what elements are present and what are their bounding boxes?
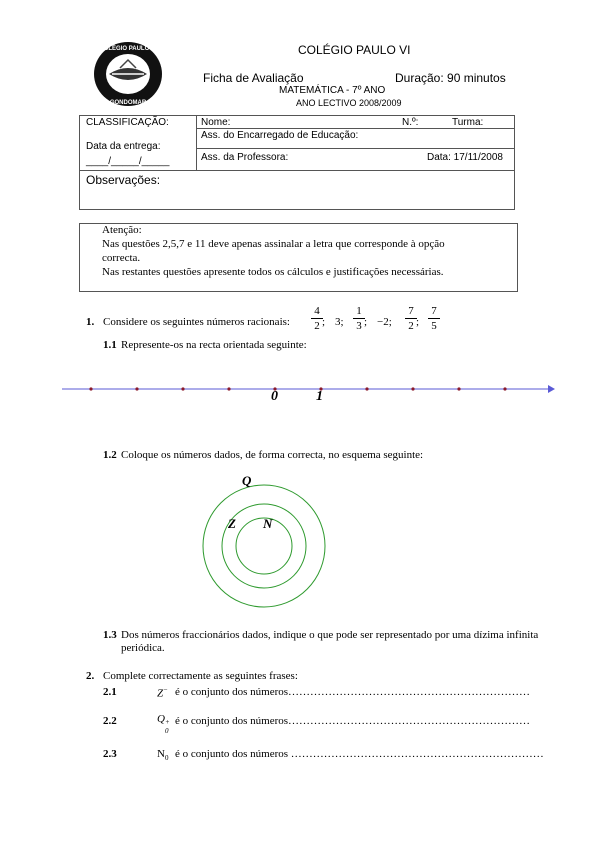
attention-line-2: correcta.: [102, 252, 141, 264]
fraction-1-3: 1 3: [353, 305, 365, 332]
q1-3-text-line-1: Dos números fraccionários dados, indique o que pode ser representado por uma dízima infinita: [121, 629, 539, 641]
tick: [181, 387, 184, 390]
q1-2-text: Coloque os números dados, de forma correcta, no esquema seguinte:: [121, 449, 424, 461]
set-n-symbol: $N_0$: [157, 748, 169, 763]
school-year: ANO LECTIVO 2008/2009: [296, 98, 402, 108]
number-3: 3;: [335, 316, 344, 328]
classification-label: CLASSIFICAÇÃO:: [86, 117, 169, 128]
q1-2-number: 1.2: [103, 449, 117, 461]
q2-2-answer-line[interactable]: é o conjunto dos números…………………………………………………………: [175, 715, 531, 727]
duration: Duração: 90 minutos: [395, 71, 506, 85]
logo-top-text: COLÉGIO PAULO VI: [99, 46, 157, 52]
separator: ;: [416, 316, 420, 328]
set-q-label: Q: [242, 473, 252, 488]
test-date: Data: 17/11/2008: [427, 152, 503, 163]
number-sets-diagram[interactable]: [200, 480, 330, 610]
tick: [89, 387, 92, 390]
q1-1-text: Represente-os na recta orientada seguinte:: [121, 339, 307, 351]
tick: [365, 387, 368, 390]
number-line[interactable]: [60, 380, 555, 400]
q2-2-number: 2.2: [103, 715, 117, 727]
q1-1-number: 1.1: [103, 339, 117, 351]
q2-1-number: 2.1: [103, 686, 117, 698]
q1-3-number: 1.3: [103, 629, 117, 641]
number-minus-2: −2;: [377, 316, 392, 328]
set-z-label: Z: [228, 516, 236, 531]
number-line-arrowhead: [548, 385, 555, 393]
name-field[interactable]: Nome:: [201, 117, 231, 128]
tick: [227, 387, 230, 390]
separator: ;: [322, 316, 326, 328]
number-field[interactable]: N.º:: [402, 117, 419, 128]
tick: [457, 387, 460, 390]
q2-3-answer-line[interactable]: é o conjunto dos números ……………………………………………………………: [175, 748, 544, 760]
attention-title: Atenção:: [102, 224, 142, 236]
set-q-symbol: Q + 0: [157, 713, 170, 735]
tick: [503, 387, 506, 390]
q2-number: 2.: [86, 670, 95, 682]
separator: ;: [364, 316, 368, 328]
teacher-signature-field[interactable]: Ass. da Professora:: [201, 152, 289, 163]
fraction-4-2: 4 2: [311, 305, 323, 332]
delivery-date-field[interactable]: ____/_____/_____: [86, 156, 170, 167]
q2-text: Complete correctamente as seguintes frases:: [103, 670, 298, 682]
observations-label[interactable]: Observações:: [86, 173, 161, 187]
tick: [135, 387, 138, 390]
logo-bottom-text: GONDOMAR: [109, 100, 147, 106]
form-title: Ficha de Avaliação: [203, 71, 304, 85]
fraction-7-2: 7 2: [405, 305, 417, 332]
set-n-label: N: [263, 516, 273, 531]
student-info-box: [79, 115, 515, 210]
q2-1-answer-line[interactable]: é o conjunto dos números…………………………………………………………: [175, 686, 531, 698]
set-q-circle: [203, 485, 325, 607]
subject: MATEMÁTICA - 7º ANO: [279, 85, 386, 96]
q1-3-text-line-2: periódica.: [121, 642, 165, 654]
attention-line-3: Nas restantes questões apresente todos os cálculos e justificações necessárias.: [102, 266, 444, 278]
guardian-signature-field[interactable]: Ass. do Encarregado de Educação:: [201, 130, 359, 141]
attention-line-1: Nas questões 2,5,7 e 11 deve apenas assinalar a letra que corresponde à opção: [102, 238, 445, 250]
attention-box: [79, 223, 518, 292]
set-z-symbol: Z−: [157, 686, 168, 700]
school-name: COLÉGIO PAULO VI: [298, 43, 411, 57]
class-field[interactable]: Turma:: [452, 117, 484, 128]
q1-number: 1.: [86, 316, 95, 328]
delivery-date-label: Data da entrega:: [86, 141, 161, 152]
school-logo: [92, 40, 164, 108]
axis-label-1: 1: [316, 389, 323, 404]
fraction-7-5: 7 5: [428, 305, 440, 332]
q1-text: Considere os seguintes números racionais:: [103, 316, 290, 328]
axis-label-0: 0: [271, 389, 278, 404]
tick: [411, 387, 414, 390]
q2-3-number: 2.3: [103, 748, 117, 760]
